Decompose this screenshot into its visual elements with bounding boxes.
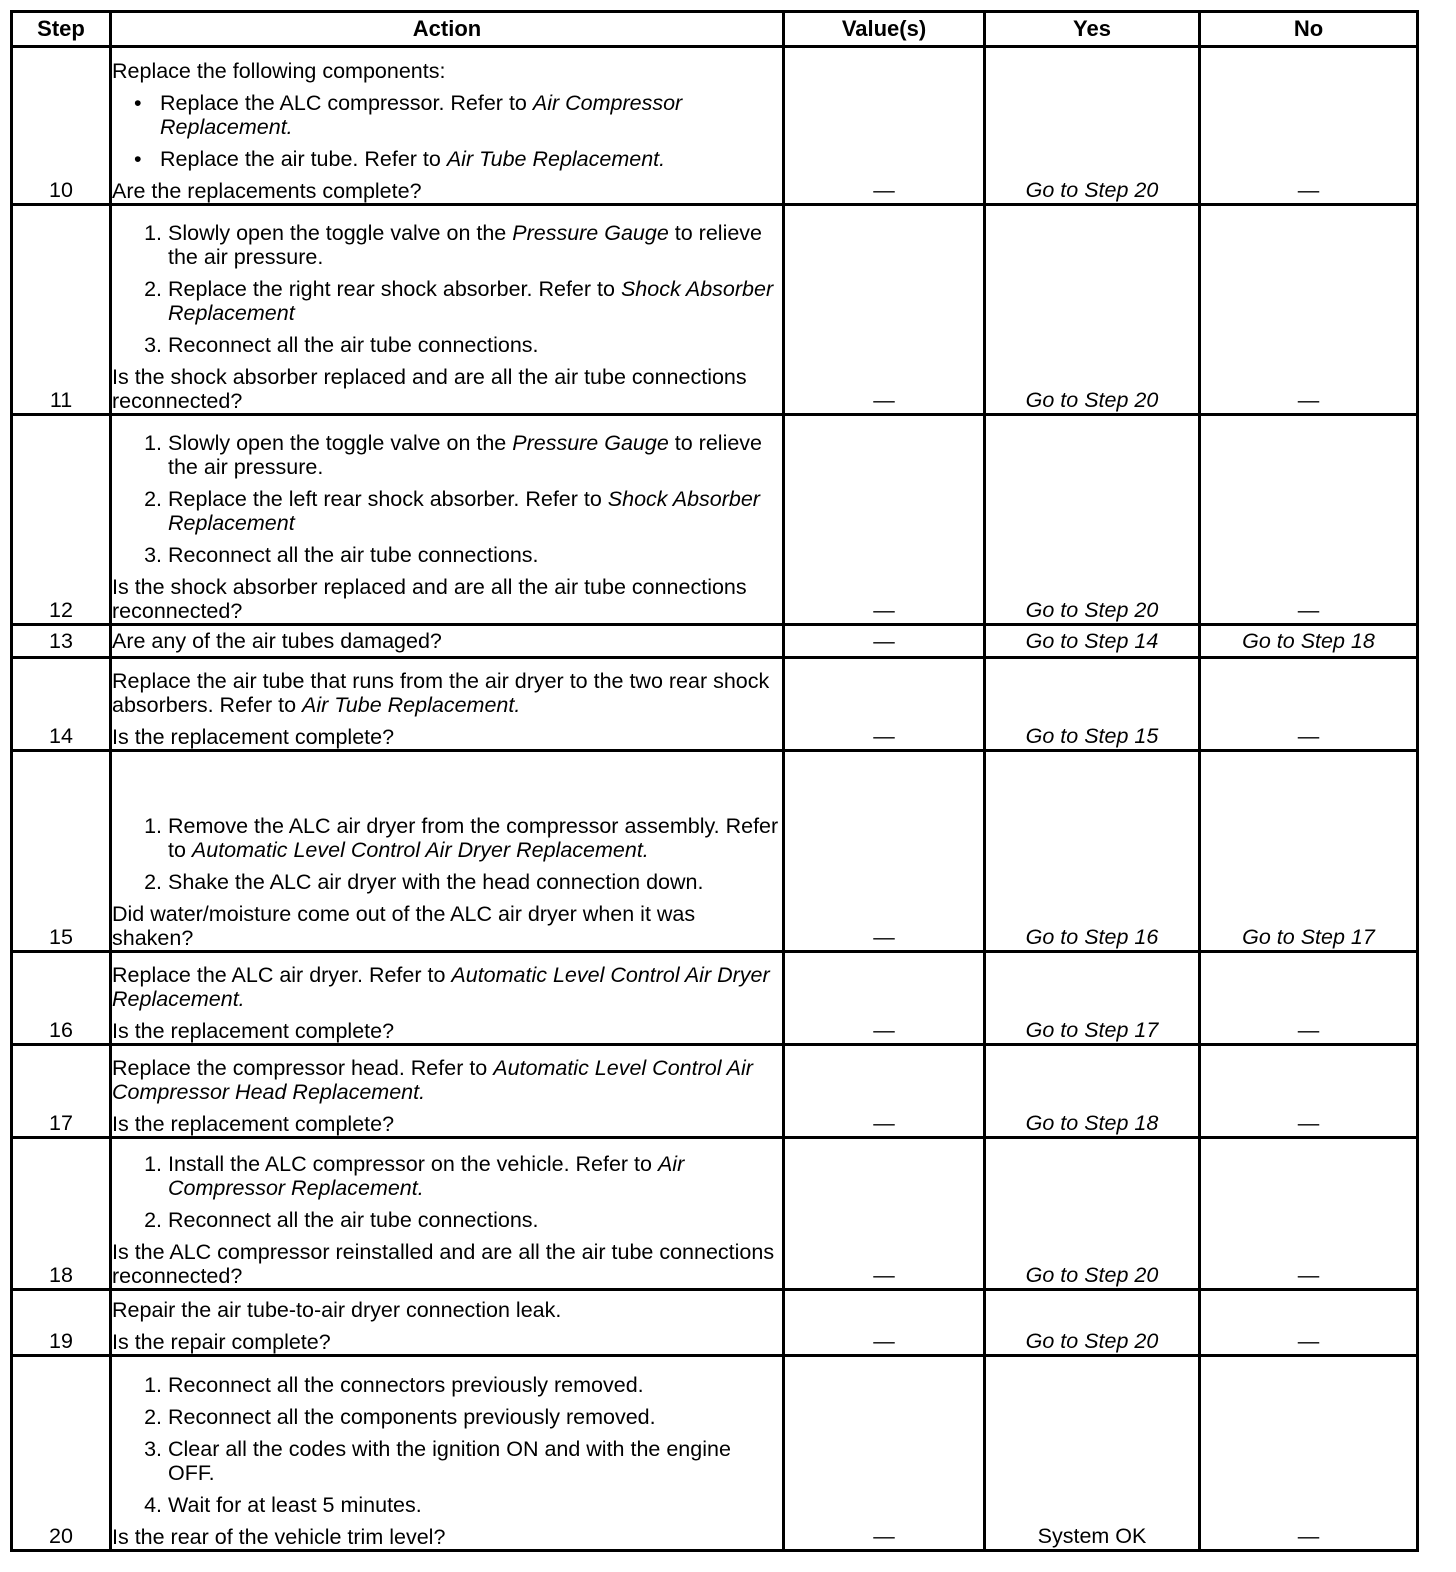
step-number: 14 — [12, 658, 111, 751]
step-number: 10 — [12, 47, 111, 205]
action-cell — [111, 1356, 784, 1551]
no-cell: — — [1200, 1045, 1418, 1138]
yes-cell: Go to Step 20 — [985, 1138, 1200, 1290]
reference-link: Air Compressor Replacement. — [168, 1152, 685, 1200]
table-row — [12, 205, 1418, 415]
action-question: Is the replacement complete? — [112, 1019, 395, 1043]
no-cell: — — [1200, 205, 1418, 415]
diagnostic-table — [10, 10, 1419, 1552]
list-item: 3. Clear all the codes with the ignition ON and with the engine OFF. — [112, 1437, 782, 1485]
list-item: 2. Replace the right rear shock absorber. Refer to Shock Absorber Replacement — [112, 277, 782, 325]
list-marker: 2. — [144, 277, 162, 301]
no-cell: — — [1200, 658, 1418, 751]
list-marker: 2. — [144, 1208, 162, 1232]
table-row — [12, 1356, 1418, 1551]
list-item: 1. Install the ALC compressor on the vehicle. Refer to Air Compressor Replacement. — [112, 1152, 782, 1200]
value-cell: — — [784, 1356, 985, 1551]
yes-cell: Go to Step 14 — [985, 625, 1200, 658]
list-item: 2. Replace the left rear shock absorber. Refer to Shock Absorber Replacement — [112, 487, 782, 535]
yes-cell: Go to Step 20 — [985, 415, 1200, 625]
reference-link: Automatic Level Control Air Compressor Head Replacement. — [112, 1056, 753, 1104]
value-cell: — — [784, 415, 985, 625]
table-row — [12, 625, 1418, 658]
action-cell — [111, 1138, 784, 1290]
action-question: Is the rear of the vehicle trim level? — [112, 1525, 446, 1549]
list-item: 1. Slowly open the toggle valve on the Pressure Gauge to relieve the air pressure. — [112, 431, 782, 479]
list-item: 2. Reconnect all the air tube connections. — [112, 1208, 782, 1232]
action-intro: Replace the following components: — [112, 59, 446, 83]
value-cell: — — [784, 751, 985, 952]
list-marker: 1. — [144, 1152, 162, 1176]
no-cell: — — [1200, 1356, 1418, 1551]
value-cell: — — [784, 952, 985, 1045]
step-number: 11 — [12, 205, 111, 415]
action-question: Is the repair complete? — [112, 1330, 331, 1354]
no-cell: — — [1200, 415, 1418, 625]
yes-cell: Go to Step 18 — [985, 1045, 1200, 1138]
list-marker: 1. — [144, 221, 162, 245]
value-cell: — — [784, 1138, 985, 1290]
yes-cell: Go to Step 20 — [985, 205, 1200, 415]
list-marker: 4. — [144, 1493, 162, 1517]
numbered-list — [112, 1152, 782, 1232]
step-number: 19 — [12, 1290, 111, 1356]
action-cell — [111, 1045, 784, 1138]
action-cell — [111, 47, 784, 205]
action-intro: Replace the ALC air dryer. Refer to Automatic Level Control Air Dryer Replacement. — [112, 963, 770, 1011]
step-number: 17 — [12, 1045, 111, 1138]
list-marker: 3. — [144, 333, 162, 357]
action-question: Are the replacements complete? — [112, 179, 422, 203]
action-cell — [111, 205, 784, 415]
no-cell: — — [1200, 47, 1418, 205]
list-marker: 1. — [144, 1373, 162, 1397]
yes-cell: Go to Step 15 — [985, 658, 1200, 751]
header-values: Value(s) — [784, 12, 985, 47]
action-question: Is the shock absorber replaced and are all the air tube connections reconnected? — [112, 575, 747, 623]
list-item: 4. Wait for at least 5 minutes. — [112, 1493, 782, 1517]
reference-link: Automatic Level Control Air Dryer Replacement. — [191, 838, 649, 862]
list-marker: • — [134, 91, 142, 115]
value-cell: — — [784, 658, 985, 751]
numbered-list — [112, 431, 782, 567]
yes-cell: System OK — [985, 1356, 1200, 1551]
list-marker: 3. — [144, 543, 162, 567]
step-number: 13 — [12, 625, 111, 658]
action-intro: Replace the compressor head. Refer to Automatic Level Control Air Compressor Head Replacement. — [112, 1056, 753, 1104]
reference-link: Air Tube Replacement. — [302, 693, 521, 717]
yes-cell: Go to Step 16 — [985, 751, 1200, 952]
action-cell — [111, 415, 784, 625]
list-item: 2. Reconnect all the components previously removed. — [112, 1405, 782, 1429]
list-item: 1. Reconnect all the connectors previously removed. — [112, 1373, 782, 1397]
list-marker: 2. — [144, 870, 162, 894]
numbered-list — [112, 221, 782, 357]
list-marker: 1. — [144, 814, 162, 838]
value-cell: — — [784, 1045, 985, 1138]
action-cell — [111, 751, 784, 952]
no-cell: — — [1200, 1138, 1418, 1290]
list-marker: 2. — [144, 487, 162, 511]
yes-cell: Go to Step 20 — [985, 1290, 1200, 1356]
header-no: No — [1200, 12, 1418, 47]
value-cell: — — [784, 625, 985, 658]
list-item: 3. Reconnect all the air tube connections. — [112, 333, 782, 357]
action-question: Is the replacement complete? — [112, 1112, 395, 1136]
reference-link: Air Tube Replacement. — [446, 147, 666, 171]
numbered-list — [112, 1373, 782, 1517]
table-row — [12, 658, 1418, 751]
list-marker: • — [134, 147, 142, 171]
action-cell — [111, 1290, 784, 1356]
numbered-list — [112, 814, 782, 894]
action-cell — [111, 952, 784, 1045]
reference-link: Shock Absorber Replacement — [168, 277, 774, 325]
reference-link: Air Compressor Replacement. — [160, 91, 683, 139]
action-question: Did water/moisture come out of the ALC air dryer when it was shaken? — [112, 902, 696, 950]
list-item: 3. Reconnect all the air tube connections. — [112, 543, 782, 567]
header-action: Action — [111, 12, 784, 47]
no-cell: — — [1200, 952, 1418, 1045]
value-cell: — — [784, 205, 985, 415]
yes-cell: Go to Step 20 — [985, 47, 1200, 205]
list-item: 1. Slowly open the toggle valve on the Pressure Gauge to relieve the air pressure. — [112, 221, 782, 269]
action-cell — [111, 625, 784, 658]
reference-link: Automatic Level Control Air Dryer Replacement. — [112, 963, 770, 1011]
list-marker: 2. — [144, 1405, 162, 1429]
no-cell: Go to Step 18 — [1200, 625, 1418, 658]
action-question: Are any of the air tubes damaged? — [112, 629, 442, 653]
table-row — [12, 1138, 1418, 1290]
value-cell: — — [784, 47, 985, 205]
list-item: • Replace the air tube. Refer to Air Tube Replacement. — [134, 147, 666, 171]
step-number: 16 — [12, 952, 111, 1045]
table-row — [12, 47, 1418, 205]
step-number: 20 — [12, 1356, 111, 1551]
table-row — [12, 1290, 1418, 1356]
reference-link: Pressure Gauge — [512, 431, 669, 455]
list-marker: 1. — [144, 431, 162, 455]
header-yes: Yes — [985, 12, 1200, 47]
header-row — [12, 12, 1418, 47]
list-item: 1. Remove the ALC air dryer from the compressor assembly. Refer to Automatic Level Control Air Dryer Replacement. — [112, 814, 782, 862]
table-row — [12, 751, 1418, 952]
action-question: Is the shock absorber replaced and are all the air tube connections reconnected? — [112, 365, 747, 413]
action-intro: Repair the air tube-to-air dryer connection leak. — [112, 1298, 562, 1322]
step-number: 15 — [12, 751, 111, 952]
table-body — [12, 47, 1418, 1551]
bullet-list — [112, 91, 782, 171]
step-number: 18 — [12, 1138, 111, 1290]
no-cell: Go to Step 17 — [1200, 751, 1418, 952]
table-row — [12, 952, 1418, 1045]
action-question: Is the ALC compressor reinstalled and are all the air tube connections reconnected? — [112, 1240, 775, 1288]
list-item: 2. Shake the ALC air dryer with the head connection down. — [112, 870, 782, 894]
header-step: Step — [12, 12, 111, 47]
table-row — [12, 1045, 1418, 1138]
table-row — [12, 415, 1418, 625]
list-marker: 3. — [144, 1437, 162, 1461]
action-cell — [111, 658, 784, 751]
action-intro: Replace the air tube that runs from the air dryer to the two rear shock absorbers. Refer to Air Tube Replacement. — [112, 669, 770, 717]
yes-cell: Go to Step 17 — [985, 952, 1200, 1045]
no-cell: — — [1200, 1290, 1418, 1356]
action-question: Is the replacement complete? — [112, 725, 395, 749]
value-cell: — — [784, 1290, 985, 1356]
reference-link: Shock Absorber Replacement — [168, 487, 760, 535]
reference-link: Pressure Gauge — [512, 221, 669, 245]
step-number: 12 — [12, 415, 111, 625]
list-item: • Replace the ALC compressor. Refer to Air Compressor Replacement. — [134, 91, 683, 139]
